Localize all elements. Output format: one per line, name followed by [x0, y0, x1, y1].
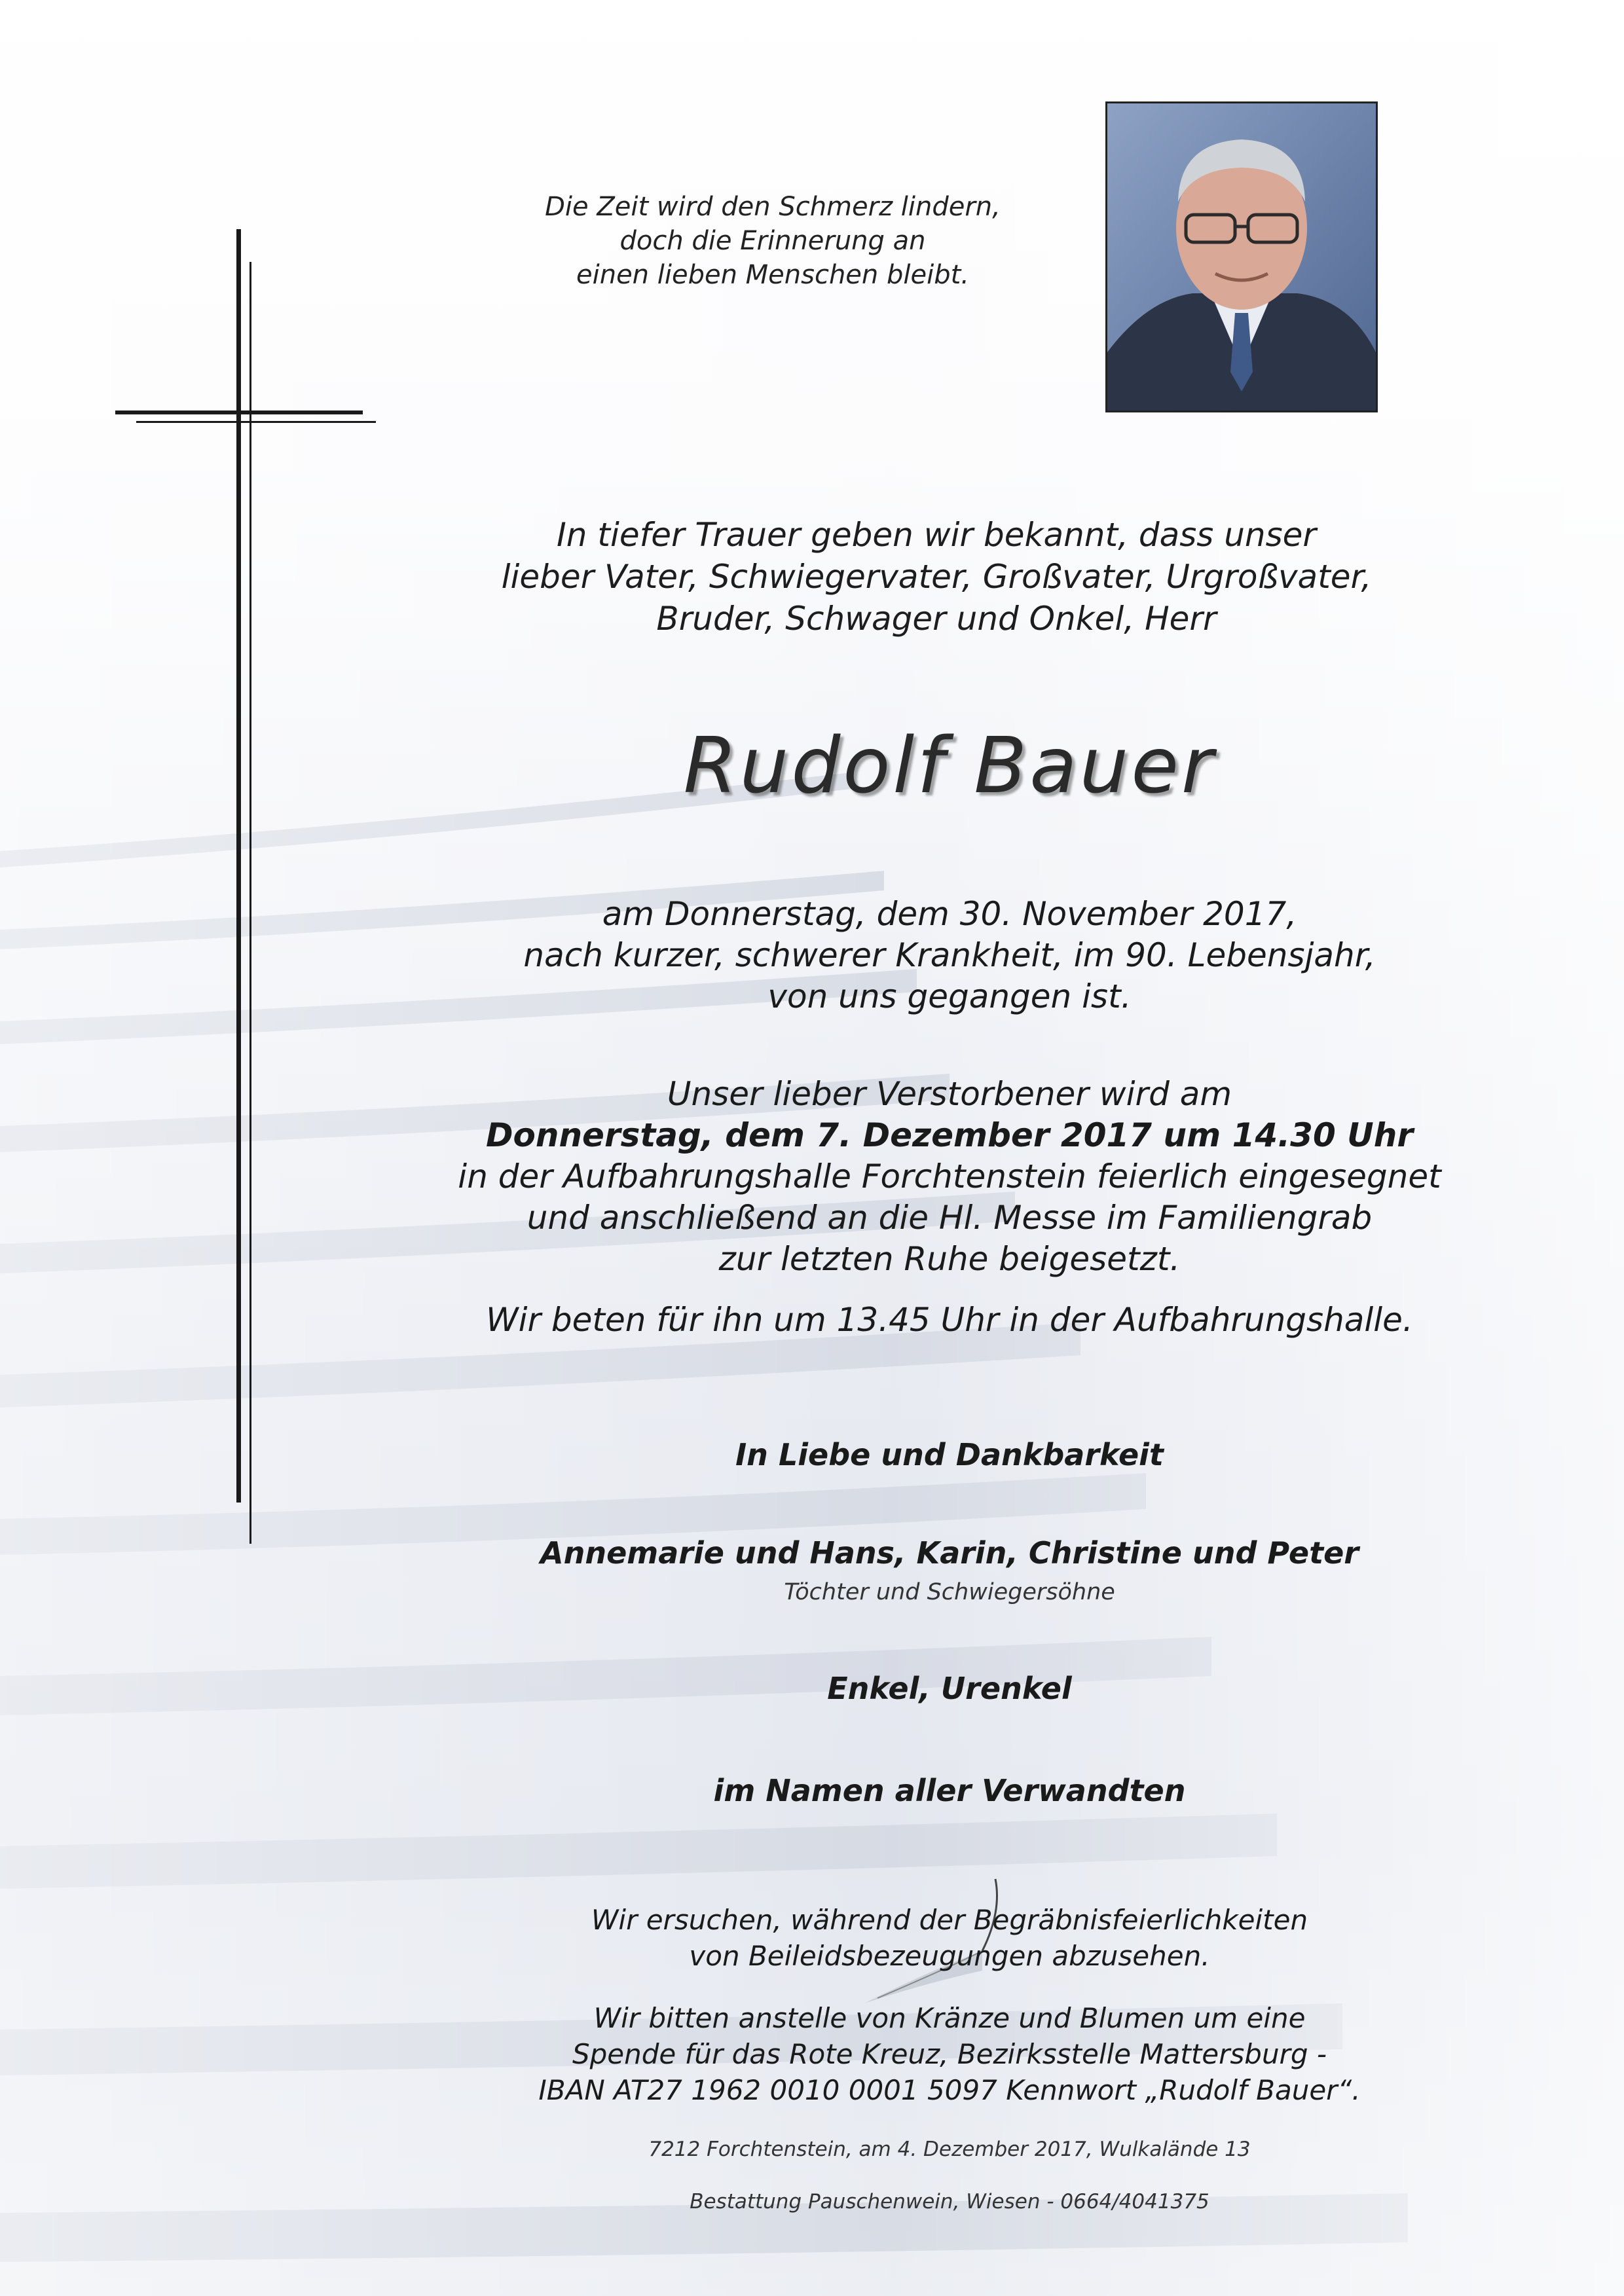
cross-vertical-bar	[236, 229, 241, 1503]
motto-line: Die Zeit wird den Schmerz lindern,	[545, 192, 1001, 222]
request-line: Wir ersuchen, während der Begräbnisfeierlichkeiten	[591, 1904, 1308, 1936]
family-names: Annemarie und Hans, Karin, Christine und Peter	[540, 1535, 1359, 1571]
family-relation: Töchter und Schwiegersöhne	[784, 1579, 1115, 1605]
death-line: am Donnerstag, dem 30. November 2017,	[602, 895, 1297, 933]
grandchildren-line: Enkel, Urenkel	[827, 1671, 1072, 1706]
death-details	[458, 894, 1441, 1017]
portrait-photo	[1105, 101, 1378, 412]
undertaker-contact: Bestattung Pauschenwein, Wiesen - 0664/4041375	[690, 2190, 1209, 2214]
intro-line: Bruder, Schwager und Onkel, Herr	[656, 600, 1217, 638]
donation-line: Spende für das Rote Kreuz, Bezirksstelle Mattersburg -	[572, 2038, 1327, 2070]
request-line: von Beileidsbezeugungen abzusehen.	[689, 1940, 1210, 1972]
thanks-heading: In Liebe und Dankbarkeit	[735, 1437, 1164, 1472]
intro-line: lieber Vater, Schwiegervater, Großvater, Urgroßvater,	[501, 558, 1372, 596]
death-line: nach kurzer, schwerer Krankheit, im 90. Lebensjahr,	[523, 936, 1376, 974]
motto-line: doch die Erinnerung an	[619, 226, 926, 256]
deceased-name: Rudolf Bauer	[683, 720, 1216, 811]
donation-line: IBAN AT27 1962 0010 0001 5097 Kennwort „Rudolf Bauer“.	[538, 2074, 1361, 2106]
cross-horizontal-bar	[115, 410, 363, 414]
death-line: von uns gegangen ist.	[767, 977, 1132, 1015]
intro-line: In tiefer Trauer geben wir bekannt, dass unser	[557, 516, 1316, 554]
place-date-address: 7212 Forchtenstein, am 4. Dezember 2017, Wulkalände 13	[648, 2138, 1251, 2161]
funeral-line: Unser lieber Verstorbener wird am	[667, 1075, 1232, 1113]
funeral-date: Donnerstag, dem 7. Dezember 2017 um 14.30 Uhr	[486, 1116, 1413, 1154]
condolence-request	[458, 1902, 1441, 1974]
cross-vertical-thin-bar	[249, 262, 251, 1544]
funeral-line: in der Aufbahrungshalle Forchtenstein feierlich eingesegnet	[458, 1157, 1441, 1195]
funeral-line: und anschließend an die Hl. Messe im Familiengrab	[526, 1199, 1373, 1237]
donation-request	[458, 2000, 1441, 2108]
cross-horizontal-thin-bar	[136, 421, 376, 423]
funeral-line: zur letzten Ruhe beigesetzt.	[718, 1240, 1181, 1278]
relatives-line: im Namen aller Verwandten	[713, 1773, 1186, 1808]
motto-verse	[498, 190, 1048, 292]
donation-line: Wir bitten anstelle von Kränze und Blumen um eine	[593, 2002, 1306, 2034]
announcement-intro	[445, 514, 1428, 640]
portrait-illustration	[1107, 103, 1376, 410]
funeral-details	[406, 1074, 1493, 1280]
motto-line: einen lieben Menschen bleibt.	[576, 260, 969, 290]
prayer-notice: Wir beten für ihn um 13.45 Uhr in der Aufbahrungshalle.	[486, 1301, 1413, 1339]
